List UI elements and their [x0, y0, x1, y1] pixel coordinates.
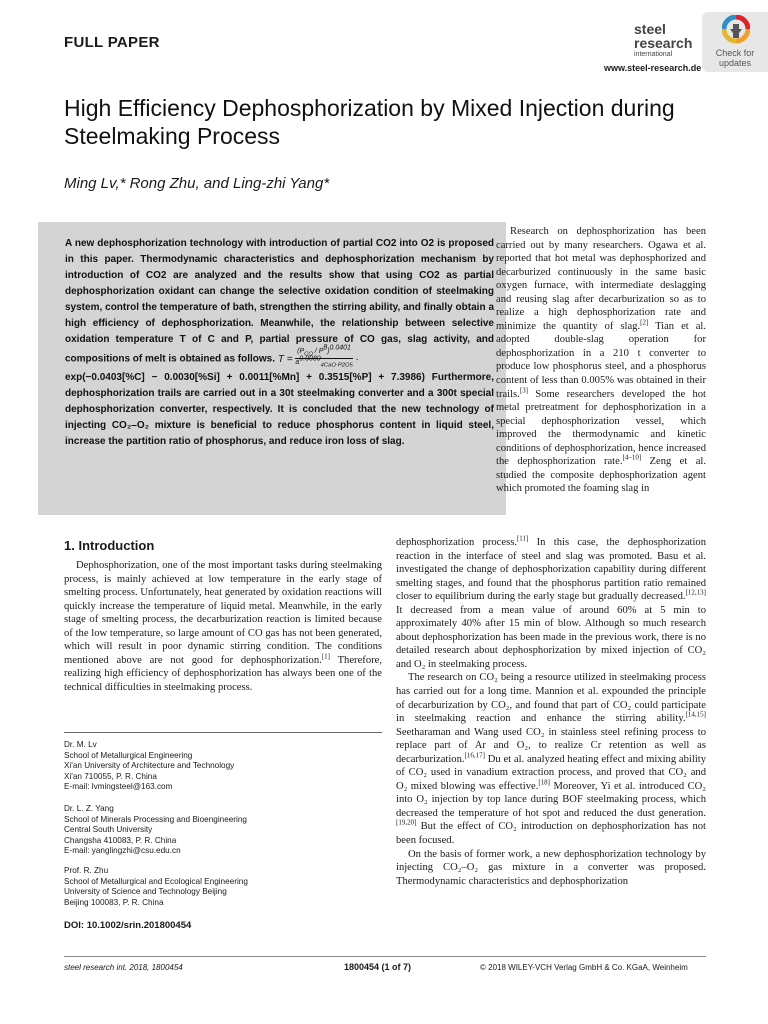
introduction-body [64, 559, 382, 694]
logo-line-2: research [634, 35, 693, 51]
citation-link[interactable]: [4–10] [622, 453, 642, 462]
badge-line-2: updates [718, 58, 752, 68]
section-label: FULL PAPER [64, 34, 160, 51]
abstract-text-1: A new dephosphorization technology with introduction of partial CO2 into O2 is proposed in this paper. Thermodynamic characteristics and dephosphorization mechanism by introduction of CO2 are analyzed and the results show that using CO2 as partial dephosphorization oxidant can change the selective oxidation condition of steelmaking system, control the temperature of bath, strengthen the stirring ability, and finally obtain a high efficiency of dephosphorization. Meanwhile, the relationship between selective oxidation temperature T of C and P, partial pressure of CO gas, slag activity, and compositions of melt is obtained as follows. [65, 238, 494, 365]
email-link[interactable]: E-mail: yanglingzhi@csu.edu.cn [64, 846, 181, 856]
citation-link[interactable]: [2] [640, 318, 649, 327]
doi-link[interactable]: DOI: 10.1002/srin.201800454 [64, 920, 192, 931]
abstract-box [38, 222, 506, 515]
check-for-updates-badge[interactable] [702, 12, 768, 72]
citation-link[interactable]: [12,13] [685, 588, 706, 597]
intro-paragraph-1-end: Therefore, realizing high efficiency of dephosphorization has always been one of the technical difficulties in steelmaking process. [64, 654, 382, 693]
introduction-heading: 1. Introduction [64, 538, 155, 553]
footer-divider [64, 956, 706, 957]
affiliation-divider [64, 732, 382, 733]
abstract-formula-line-2: exp(−0.0403[%C] − 0.0030[%Si] + 0.0011[%Mn] + 0.3515[%P] + 7.3986) [65, 371, 425, 383]
logo-line-1: steel [634, 21, 666, 37]
footer-journal: steel research int. 2018, 1800454 [64, 963, 183, 972]
citation-link[interactable]: [18] [538, 778, 551, 787]
article-title: High Efficiency Dephosphorization by Mixed Injection during Steelmaking Process [64, 95, 675, 149]
badge-line-1: Check for [715, 48, 755, 58]
email-link[interactable]: E-mail: lvmingsteel@163.com [64, 782, 173, 792]
affiliation-lv: Dr. M. Lv School of Metallurgical Engineering Xi'an University of Architecture and Technology Xi'an 710055, P. R. China E-mail: lvmingsteel@163.com [64, 740, 382, 793]
footer-copyright: © 2018 WILEY-VCH Verlag GmbH & Co. KGaA, Weinheim [480, 963, 688, 972]
footer-page-number: 1800454 (1 of 7) [344, 962, 412, 972]
citation-link[interactable]: [16,17] [464, 751, 485, 760]
journal-logo [634, 23, 700, 59]
check-updates-icon [722, 15, 750, 47]
citation-link[interactable]: [1] [321, 652, 330, 661]
affiliation-yang: Dr. L. Z. Yang School of Minerals Processing and Bioengineering Central South University Changsha 410083, P. R. China E-mail: yanglingzhi@csu.edu.cn [64, 804, 382, 857]
author-list: Ming Lv,* Rong Zhu, and Ling-zhi Yang* [64, 175, 330, 192]
citation-link[interactable]: [14,15] [685, 710, 706, 719]
journal-url[interactable]: www.steel-research.de [604, 63, 702, 73]
abstract-formula: T = $(P_{CO} / P^\theta)^{0.0401}$ $a^{0.0080}_{4CaO\cdot P2O5}$ · [277, 344, 359, 369]
abstract-text-2: Furthermore, dephosphorization trails are carried out in a 30t steelmaking converter and a 300t special dephosphorization converter, respectively. It is concluded that the new technology of injecting CO₂–O₂ mixture is beneficial to reduce phosphorus content in liquid steel, increase the partition ratio of phosphorus, and reduce iron loss of slag. [65, 371, 494, 447]
right-column-body: dephosphorization process.[11] In this case, the dephosphorization reaction in the interface of steel and slag was promoted. Basu et al. investigated the change of dephosphorization capability during different smelting stages, and found that the phosphorus partition ratio remained closer to equilibrium during the early stage but gradually decreased.[12,13] It decreased from a mean value of around 60% at 5 min to approximately 40% after 15 min of blow. Although so much research about dephosphorization has been made in the previous work, there is no detailed research about dephosphorization by mixed injection of CO₂ and O₂ in steelmaking process. The research on CO₂ being a resource utilized in steelmaking process has carried out for a long time. Mannion et al. expounded the principle of decarburization by CO₂, and found that part of CO₂ could participate in steelmaking reaction and enhance the stirring ability.[14,15] Seetharaman and Wang used CO₂ in stainless steel refining process to replace part of Ar and O₂, to realize Cr retention as well as decarburization.[16,17] Du et al. analyzed heating effect and mixing ability of CO₂ used in vanadium extraction process, and proved that CO₂ and O₂ mixed blowing was effective.[18] Moreover, Yi et al. introduced CO₂ into O₂ injection by top lance during BOF steelmaking process, which decreased the temperature of hot spot and reduced the dust generation.[19,20] But the effect of CO₂ introduction on dephosphorization has not been focused. On the basis of former work, a new dephosphorization technology by injecting CO₂–O₂ gas mixture in a converter was proposed. Thermodynamic characteristics and dephosphorization [396, 534, 707, 887]
affiliation-zhu: Prof. R. Zhu School of Metallurgical and Ecological Engineering University of Science and Technology Beijing Beijing 100083, P. R. China [64, 866, 248, 907]
logo-line-3: international [634, 51, 673, 58]
intro-paragraph-1: Dephosphorization, one of the most important tasks during steelmaking process, is mainly achieved at low temperature in the early stage of smelting process. Unfortunately, heat generated by oxidation reactions will quickly increase the temperature of liquid metal. Meanwhile, in the early stage of smelting process, the decarburization reaction is limited because of the low temperature, so large amount of CO gas has not been generated, which will result in poor dynamic stirring condition. The conditions mentioned above are not good for dephosphorization. [64, 560, 382, 666]
citation-link[interactable]: [3] [519, 386, 529, 395]
citation-link[interactable]: [19,20] [396, 818, 417, 827]
right-column-top: Research on dephosphorization has been carried out by many researchers. Ogawa et al. reported that hot metal was dephosphorized and decarburized continuously in the same basic oxygen furnace, with intermediate deslagging and reusing slag after decarburization so as to realize a high dephosphorization rate and minimize the quantity of slag.[2] Tian et al. adopted double-slag operation for dephosphorization in a 210 t converter to produce low phosphorus steel, and a phosphorus content of less than 0.005% was obtained in their trails.[3] Some researchers developed the hot metal pretreatment for dephosphorization in a special dephosphorization vessel, which improved the thermodynamic and kinetic conditions of dephosphorization, hence increased the dephosphorization rate.[4–10] Zeng et al. studied the composite dephosphorization agent which promoted the foaming slag in [496, 226, 706, 495]
citation-link[interactable]: [11] [516, 534, 529, 543]
